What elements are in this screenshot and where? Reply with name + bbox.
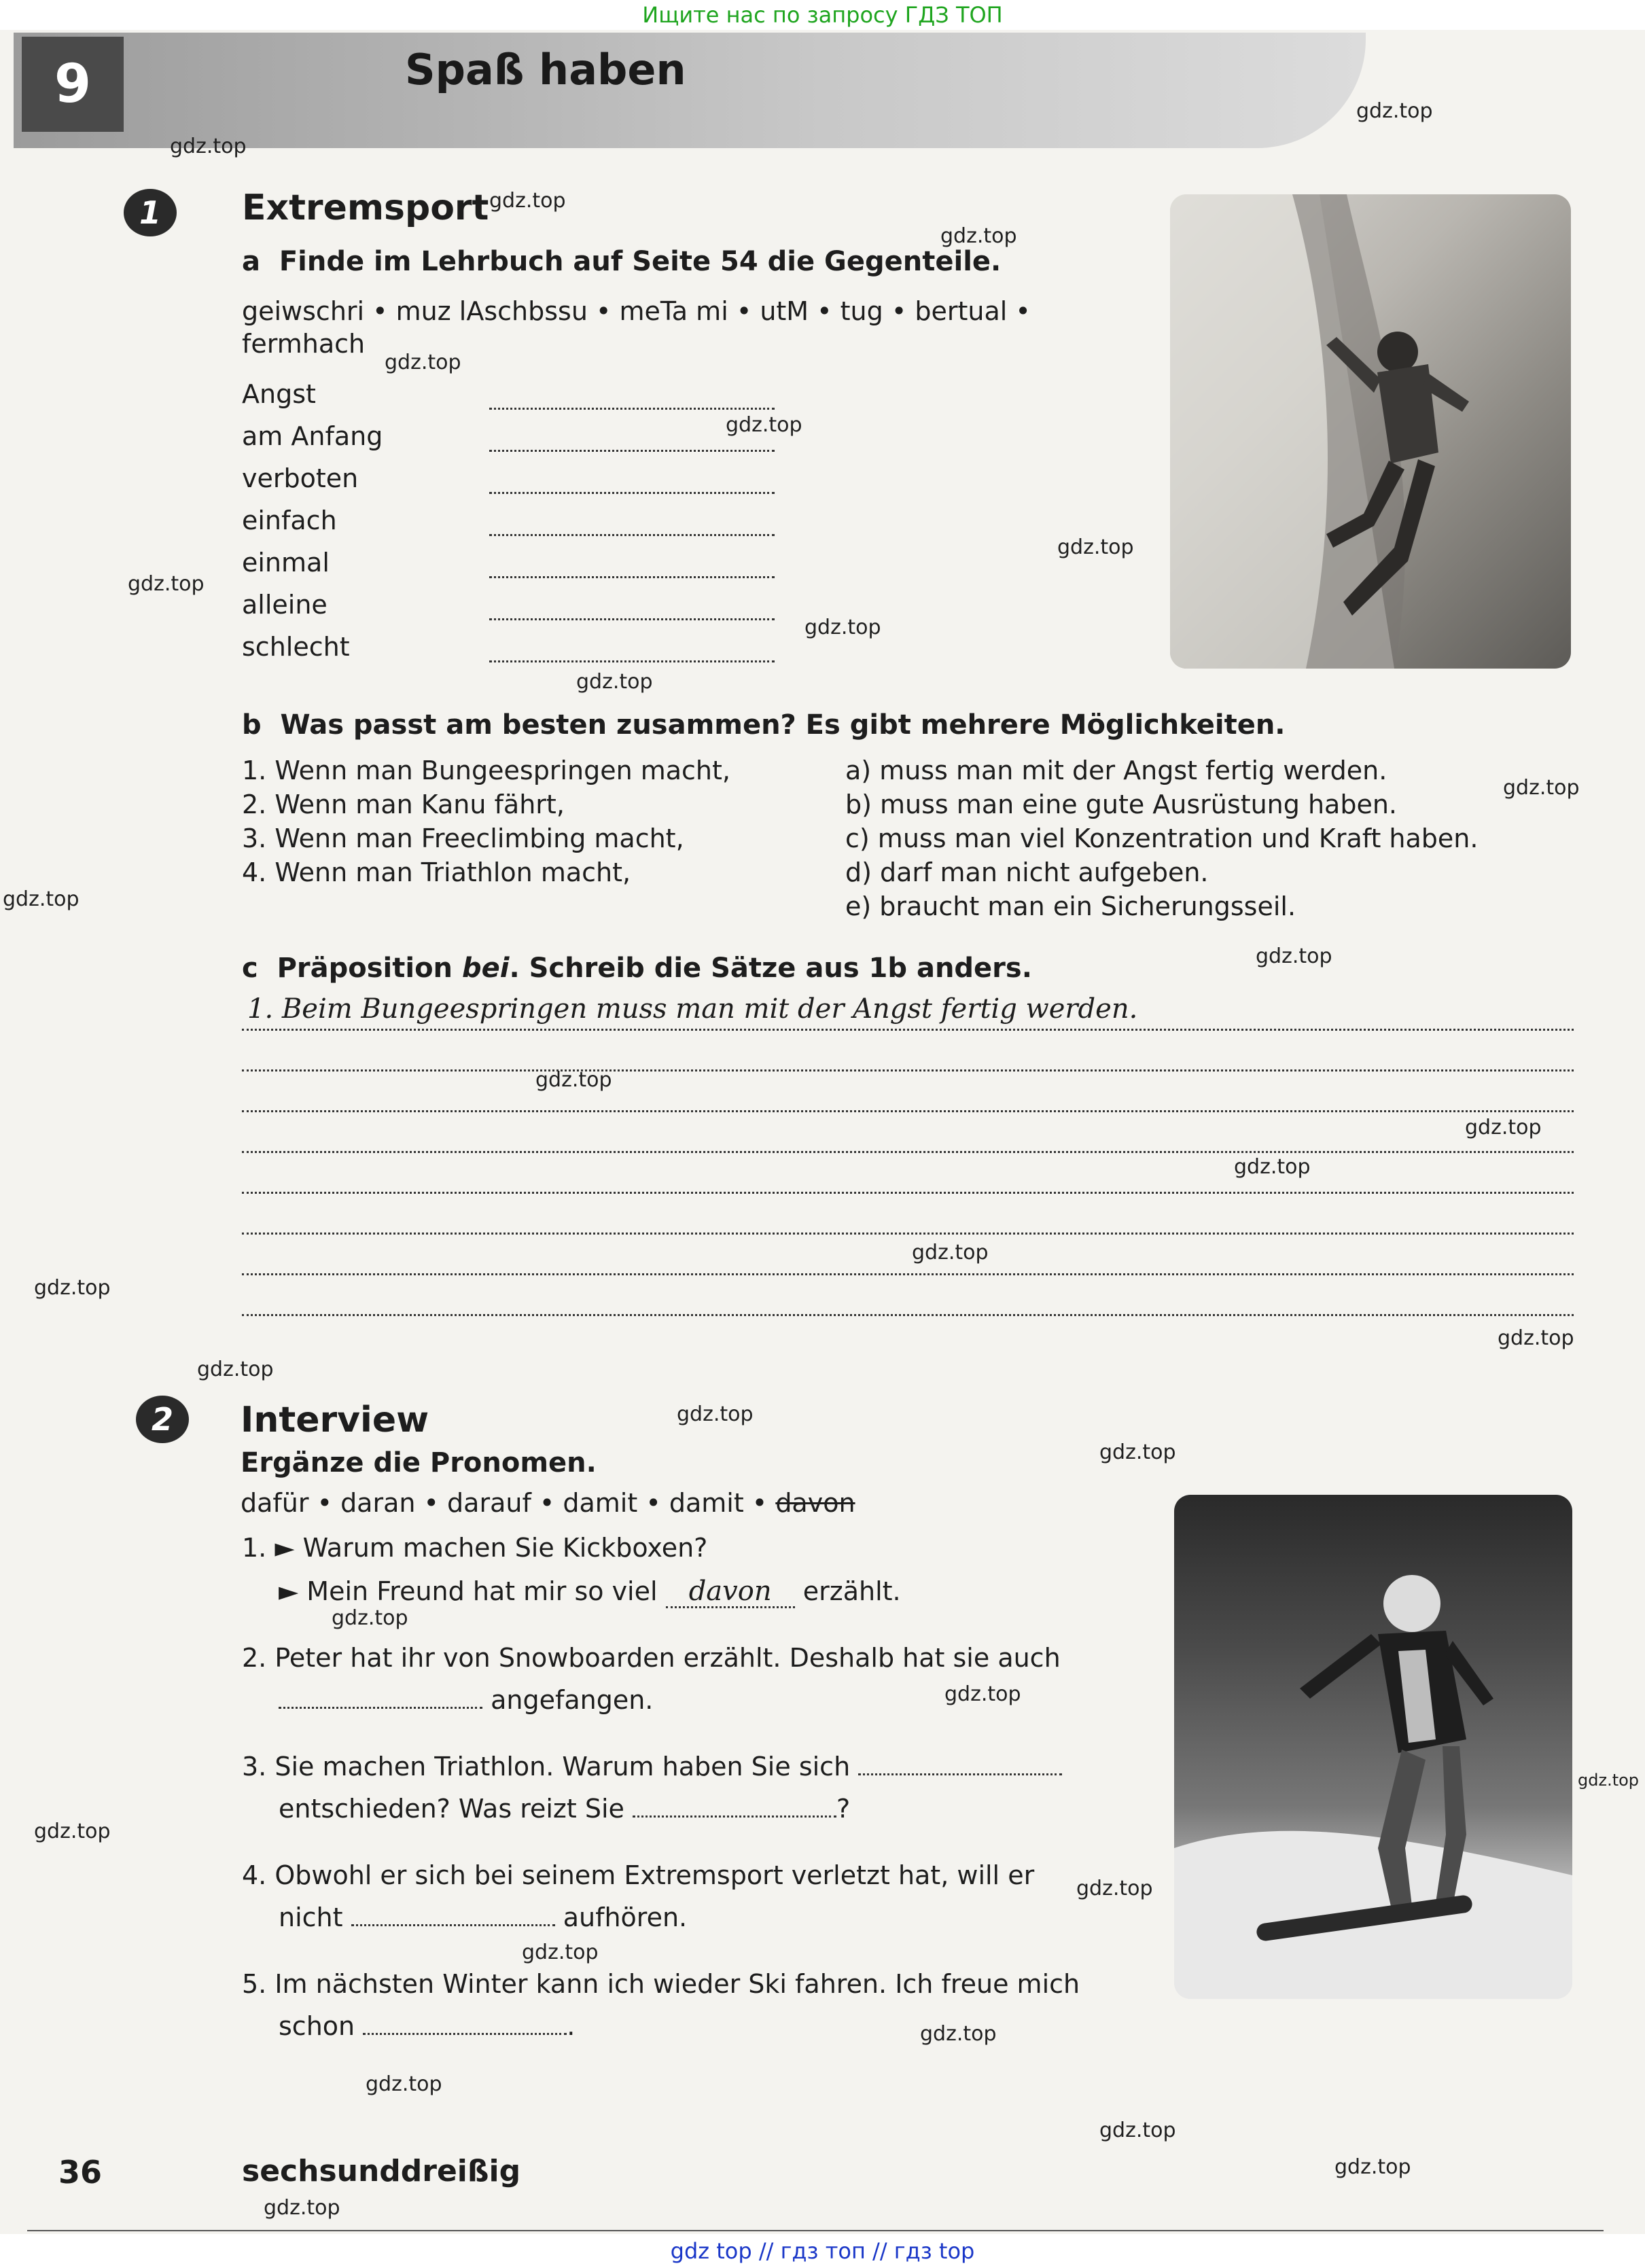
ex1a-answer-line[interactable] (489, 491, 775, 494)
watermark: gdz.top (535, 1068, 612, 1092)
ex2-item-3-line2: entschieden? Was reizt Sie ? (279, 1794, 851, 1824)
watermark: gdz.top (726, 413, 802, 437)
watermark: gdz.top (804, 616, 881, 639)
ex1a-word: verboten (242, 463, 359, 493)
ex1c-answer-line[interactable] (242, 1190, 1574, 1194)
ex1a-answer-line[interactable] (489, 448, 775, 452)
watermark: gdz.top (1503, 776, 1580, 800)
page-number-word: sechsunddreißig (242, 2154, 521, 2189)
ex2-item-2-blank[interactable] (279, 1707, 482, 1709)
top-banner: Ищите нас по запросу ГДЗ ТОП (0, 0, 1645, 30)
ex1b-right-item: b) muss man eine gute Ausrüstung haben. (845, 790, 1397, 819)
watermark: gdz.top (170, 135, 247, 158)
ex1c-answer-line[interactable] (242, 1231, 1574, 1235)
ex2-item-2-line2: angefangen. (279, 1685, 653, 1715)
ex1a-word: einfach (242, 506, 337, 535)
chapter-number: 9 (22, 37, 124, 132)
chapter-title: Spaß haben (405, 45, 686, 94)
ex2-item-5-line2: schon . (279, 2011, 576, 2041)
ex2-item-5-line1: 5. Im nächsten Winter kann ich wieder Ski fahren. Ich freue mich (242, 1969, 1080, 1999)
ex1a-scrambled-line2: fermhach (242, 329, 366, 359)
watermark: gdz.top (3, 887, 79, 911)
ex1a-word: schlecht (242, 632, 350, 662)
watermark: gdz.top (385, 351, 461, 374)
snowboarder-photo (1174, 1495, 1572, 1999)
ex1c-answer-line[interactable] (242, 1150, 1574, 1153)
watermark: gdz.top (1057, 535, 1134, 559)
ex1a-answer-line[interactable] (489, 659, 775, 662)
watermark: gdz.top (1076, 1877, 1153, 1900)
climber-photo (1170, 194, 1571, 669)
watermark: gdz.top (1099, 2119, 1176, 2142)
ex1a-word: einmal (242, 548, 330, 578)
ex2-item-3-blank-1[interactable] (858, 1773, 1062, 1775)
watermark: gdz.top (489, 189, 566, 213)
ex2-item-1-question: 1. ► Warum machen Sie Kickboxen? (242, 1533, 708, 1563)
ex2-item-2-line1: 2. Peter hat ihr von Snowboarden erzählt. Deshalb hat sie auch (242, 1643, 1061, 1673)
exercise-2-title: Interview (241, 1400, 429, 1440)
chapter-header-bar (14, 33, 1366, 148)
watermark: gdz.top (197, 1358, 274, 1381)
exercise-1-title: Extremsport (242, 188, 489, 228)
ex1b-left-item: 2. Wenn man Kanu fährt, (242, 790, 565, 819)
ex1c-answer-line[interactable] (242, 1272, 1574, 1275)
watermark: gdz.top (34, 1276, 111, 1300)
watermark: gdz.top (1334, 2155, 1411, 2179)
watermark: gdz.top (366, 2072, 442, 2096)
watermark: gdz.top (522, 1941, 599, 1964)
ex2-item-1-answer[interactable]: davon (666, 1576, 795, 1608)
exercise-2-number: 2 (136, 1396, 189, 1443)
ex1a-instruction: a Finde im Lehrbuch auf Seite 54 die Gegenteile. (242, 246, 1002, 277)
ex1a-answer-line[interactable] (489, 617, 775, 620)
ex1a-scrambled-line1: geiwschri • muz lAschbssu • meTa mi • utM • tug • bertual • (242, 296, 1031, 326)
ex2-item-3-blank-2[interactable] (633, 1815, 836, 1818)
footer-divider (27, 2230, 1604, 2231)
watermark: gdz.top (677, 1402, 754, 1426)
watermark: gdz.top (1498, 1326, 1574, 1350)
page-number: 36 (58, 2154, 103, 2191)
ex1a-answer-line[interactable] (489, 575, 775, 578)
ex1c-answer-line[interactable] (242, 1027, 1574, 1031)
watermark: gdz.top (576, 670, 653, 694)
watermark: gdz.top (920, 2022, 997, 2046)
watermark: gdz.top (1234, 1155, 1311, 1179)
ex2-item-1-answer-line: ► Mein Freund hat mir so viel davon erzählt. (279, 1576, 901, 1607)
ex1a-answer-line[interactable] (489, 406, 775, 410)
ex2-item-5-blank[interactable] (363, 2033, 567, 2035)
ex1b-left-item: 4. Wenn man Triathlon macht, (242, 857, 631, 887)
watermark: gdz.top (1099, 1440, 1176, 1464)
ex2-word-bank: dafür • daran • darauf • damit • damit • davon (241, 1488, 855, 1518)
watermark: gdz.top (264, 2196, 340, 2220)
ex2-instruction: Ergänze die Pronomen. (241, 1447, 597, 1478)
ex1b-right-item: c) muss man viel Konzentration und Kraft haben. (845, 823, 1479, 853)
ex1c-answer-line[interactable] (242, 1068, 1574, 1071)
exercise-1-number: 1 (124, 189, 177, 236)
watermark: gdz.top (940, 224, 1017, 248)
watermark: gdz.top (332, 1606, 408, 1630)
ex2-item-4-line2: nicht aufhören. (279, 1902, 688, 1932)
ex1b-left-item: 3. Wenn man Freeclimbing macht, (242, 823, 684, 853)
bottom-banner: gdz top // гдз топ // гдз top (0, 2234, 1645, 2268)
watermark: gdz.top (1465, 1116, 1542, 1139)
ex1c-instruction: c Präposition bei. Schreib die Sätze aus 1b anders. (242, 953, 1032, 984)
ex1b-instruction: b Was passt am besten zusammen? Es gibt mehrere Möglichkeiten. (242, 709, 1286, 741)
struck-word: davon (775, 1488, 855, 1518)
watermark: gdz.top (128, 572, 205, 596)
ex1b-right-item: a) muss man mit der Angst fertig werden. (845, 756, 1387, 785)
ex2-item-4-blank[interactable] (351, 1924, 555, 1926)
ex1a-word: Angst (242, 379, 316, 409)
watermark: gdz.top (1256, 944, 1332, 968)
ex1a-word: alleine (242, 590, 328, 620)
ex1b-left-item: 1. Wenn man Bungeespringen macht, (242, 756, 730, 785)
ex1b-right-item: e) braucht man ein Sicherungsseil. (845, 891, 1296, 921)
ex1a-answer-line[interactable] (489, 533, 775, 536)
ex2-item-4-line1: 4. Obwohl er sich bei seinem Extremsport verletzt hat, will er (242, 1860, 1035, 1890)
watermark: gdz.top (34, 1820, 111, 1843)
ex1c-example-answer: 1. Beim Bungeespringen muss man mit der Angst fertig werden. (247, 993, 1138, 1025)
ex1a-word: am Anfang (242, 421, 383, 451)
watermark: gdz.top (1578, 1771, 1640, 1790)
watermark: gdz.top (944, 1682, 1021, 1706)
watermark: gdz.top (1356, 99, 1433, 123)
ex1b-right-item: d) darf man nicht aufgeben. (845, 857, 1209, 887)
ex2-item-3-line1: 3. Sie machen Triathlon. Warum haben Sie sich (242, 1752, 1062, 1782)
ex1c-answer-line[interactable] (242, 1109, 1574, 1112)
ex1c-answer-line[interactable] (242, 1313, 1574, 1316)
watermark: gdz.top (912, 1241, 989, 1264)
